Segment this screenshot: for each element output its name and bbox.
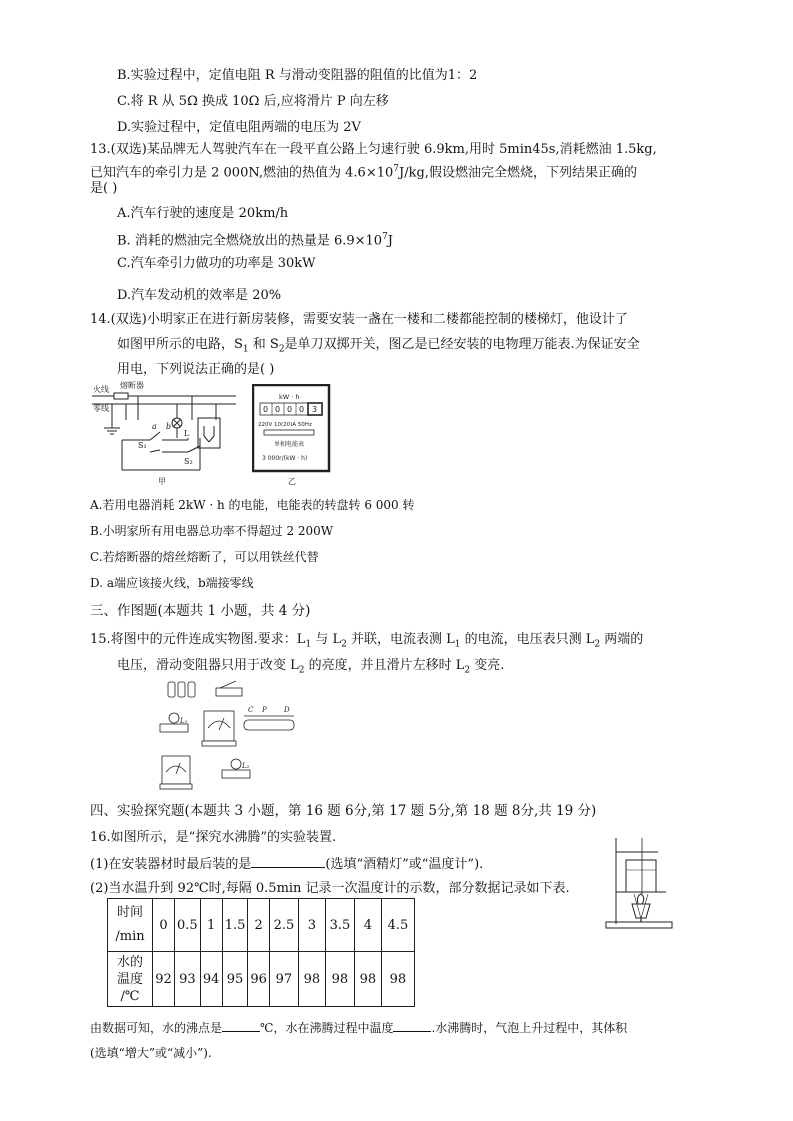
battery-icon: [168, 682, 175, 697]
meter-digit-3: 0: [287, 405, 293, 414]
q14-stem-text-2: 和 S: [248, 337, 279, 352]
q14-option-a: A.若用电器消耗 2kW · h 的电能，电能表的转盘转 6 000 转: [90, 498, 415, 512]
figure-jia-caption: 甲: [158, 477, 166, 486]
q16-conclusion-text-1: 由数据可知，水的沸点是: [90, 1021, 223, 1035]
q15-sub-3: 1: [454, 639, 461, 650]
time-cell: 1.5: [222, 899, 248, 952]
q13-option-d: D.汽车发动机的效率是 20%: [117, 288, 282, 303]
q15-text-8: 变亮.: [470, 658, 505, 673]
section-3-heading: 三、作图题(本题共 1 小题，共 4 分): [90, 603, 311, 619]
temperature-cell: 96: [248, 952, 270, 1007]
q13-option-b: [117, 229, 393, 249]
q14-stem-line3: 用电，下列说法正确的是( ): [117, 362, 275, 377]
temperature-cell: 98: [354, 952, 381, 1007]
q15-sub-4: 2: [594, 639, 601, 650]
q14-sub-2: 2: [278, 344, 285, 355]
q16-conclusion-line1: [90, 1019, 627, 1037]
time-header-top: 时间: [116, 905, 143, 920]
time-header-bottom: /min: [115, 929, 145, 944]
q15-text-5: 两端的: [600, 632, 644, 647]
q16-part1-hint: (选填“酒精灯”或“温度计”).: [325, 857, 484, 872]
temperature-header-cell: [108, 952, 153, 1007]
neutral-wire-label: 零线: [93, 404, 109, 413]
l1-label: L₁: [180, 717, 188, 725]
q16-data-table: [107, 898, 415, 1007]
time-cell: 4.5: [381, 899, 414, 952]
q13-stem-text: 已知汽车的牵引力是 2 000N,燃油的热值为 4.6×10: [90, 165, 394, 181]
q12-option-c: C.将 R 从 5Ω 换成 10Ω 后,应将滑片 P 向左移: [117, 94, 389, 109]
q15-components-figure: [150, 678, 300, 790]
time-header-cell: [108, 899, 153, 952]
time-cell: 4: [354, 899, 381, 952]
table-row: [108, 899, 415, 952]
temperature-change-blank[interactable]: [393, 1019, 431, 1032]
boiling-point-blank[interactable]: [222, 1019, 260, 1032]
q13-stem-text-2: J/kg,假设燃油完全燃烧，下列结果正确的: [399, 165, 637, 181]
switch-icon: [216, 688, 242, 696]
q13-exponent: 7: [393, 164, 400, 174]
q13-option-b-unit: J: [387, 233, 394, 249]
q13-stem-line1: 13.(双选)某品牌无人驾驶汽车在一段平直公路上匀速行驶 6.9km,用时 5min45s,消耗燃油 1.5kg,: [90, 142, 657, 157]
time-cell: 2.5: [269, 899, 298, 952]
temperature-cell: 98: [325, 952, 354, 1007]
rheostat-d-label: D: [284, 706, 290, 714]
q15-text-2: 与 L: [311, 632, 342, 647]
q12-option-b: B.实验过程中，定值电阻 R 与滑动变阻器的阻值的比值为1：2: [117, 68, 478, 83]
switch-s2-label: S₂: [184, 457, 193, 466]
q15-sub-6: 2: [464, 665, 471, 676]
q13-stem-line3: 是( ): [90, 181, 118, 196]
meter-digit-5: 3: [312, 405, 318, 414]
q15-text-4: 的电流，电压表只测 L: [460, 632, 595, 647]
q13-option-b-exponent: 7: [382, 232, 388, 242]
q14-stem-text: 如图甲所示的电路，S: [117, 337, 243, 352]
q13-option-a: A.汽车行驶的速度是 20km/h: [117, 206, 289, 221]
q13-option-c: C.汽车牵引力做功的功率是 30kW: [117, 256, 316, 271]
meter-rating: 220V 10(20)A 50Hz: [258, 422, 312, 428]
temp-header-2: 温度: [116, 971, 143, 987]
time-cell: 0.5: [175, 899, 201, 952]
q15-sub-2: 2: [341, 639, 347, 650]
q15-sub-5: 2: [298, 665, 305, 676]
q14-option-b: B.小明家所有用电器总功率不得超过 2 200W: [90, 524, 334, 538]
l2-label: L₂: [242, 762, 250, 770]
q14-option-d: D. a端应该接火线，b端接零线: [90, 576, 254, 590]
temp-header-3: /℃: [120, 988, 140, 1004]
rheostat-icon: [244, 720, 294, 730]
temperature-cell: 98: [381, 952, 414, 1007]
lamp-label: L: [184, 429, 190, 438]
q16-part1-blank[interactable]: [251, 855, 325, 868]
q13-option-b-text: B. 消耗的燃油完全燃烧放出的热量是 6.9×10: [117, 233, 383, 249]
q14-stem-line1: 14.(双选)小明家正在进行新房装修，需要安装一盏在一楼和二楼都能控制的楼梯灯，他设计了: [90, 312, 628, 327]
terminal-b-label: b: [166, 422, 172, 431]
q14-energy-meter-figure: [252, 384, 332, 488]
meter-revolutions: 3 000r/(kW · h): [262, 455, 308, 462]
lamp-l1-icon: [160, 724, 188, 732]
q15-text-7: 的亮度，并且滑片左移时 L: [304, 658, 465, 673]
q16-boiling-apparatus-figure: [602, 834, 676, 934]
q15-stem-line2: [117, 657, 504, 680]
time-cell: 0: [153, 899, 175, 952]
q16-conclusion-text-2: ℃，水在沸腾过程中温度: [260, 1021, 394, 1035]
q16-part1-text: (1)在安装器材时最后装的是: [90, 857, 252, 872]
temp-header-1: 水的: [116, 954, 143, 970]
time-cell: 3: [298, 899, 325, 952]
meter-digit-2: 0: [275, 405, 281, 414]
meter-name: 单相电能表: [274, 441, 305, 448]
meter-unit: kW · h: [279, 393, 300, 401]
q14-option-c: C.若熔断器的熔丝熔断了，可以用铁丝代替: [90, 550, 319, 564]
time-cell: 1: [200, 899, 222, 952]
rheostat-c-label: C: [248, 706, 254, 714]
lamp-l2-icon: [222, 770, 250, 778]
temperature-cell: 95: [222, 952, 248, 1007]
q14-sub-1: 1: [242, 344, 249, 355]
q15-stem-line1: [90, 631, 643, 654]
q14-stem-line2: [117, 336, 640, 359]
switch-s1-label: S₁: [138, 441, 147, 450]
q15-text-6: 电压，滑动变阻器只用于改变 L: [117, 658, 299, 673]
q16-stem-line2: [90, 855, 483, 873]
q14-circuit-figure: [92, 380, 240, 488]
q16-conclusion-text-3: .水沸腾时，气泡上升过程中，其体积: [431, 1021, 628, 1035]
figure-yi-caption: 乙: [288, 477, 296, 486]
q13-stem-line2: [90, 161, 637, 181]
section-4-heading: 四、实验探究题(本题共 3 小题，第 16 题 6分,第 17 题 5分,第 18 题 8分,共 19 分): [90, 803, 597, 819]
q15-text-1: 15.将图中的元件连成实物图.要求：L: [90, 632, 306, 647]
q14-stem-text-3: 是单刀双掷开关，图乙是已经安装的电物理万能表.为保证安全: [284, 337, 640, 352]
table-row: [108, 952, 415, 1007]
q16-stem-line3: (2)当水温升到 92℃时,每隔 0.5min 记录一次温度计的示数，部分数据记录如下表.: [90, 881, 570, 896]
q16-conclusion-line2: (选填“增大”或“减小”).: [90, 1046, 212, 1060]
temperature-cell: 92: [153, 952, 175, 1007]
live-wire-label: 火线: [93, 385, 109, 394]
meter-digit-4: 0: [299, 405, 305, 414]
q16-stem-line1: 16.如图所示，是“探究水沸腾”的实验装置.: [90, 830, 337, 845]
q15-sub-1: 1: [305, 639, 312, 650]
temperature-cell: 98: [298, 952, 325, 1007]
q12-option-d: D.实验过程中，定值电阻两端的电压为 2V: [117, 120, 361, 135]
rheostat-p-label: P: [262, 706, 267, 714]
temperature-cell: 97: [269, 952, 298, 1007]
time-cell: 3.5: [325, 899, 354, 952]
terminal-a-label: a: [152, 422, 157, 431]
temperature-cell: 94: [200, 952, 222, 1007]
fuse-label: 熔断器: [120, 381, 144, 390]
time-cell: 2: [248, 899, 270, 952]
q15-text-3: 并联，电流表测 L: [346, 632, 455, 647]
temperature-cell: 93: [175, 952, 201, 1007]
meter-digit-1: 0: [263, 405, 269, 414]
